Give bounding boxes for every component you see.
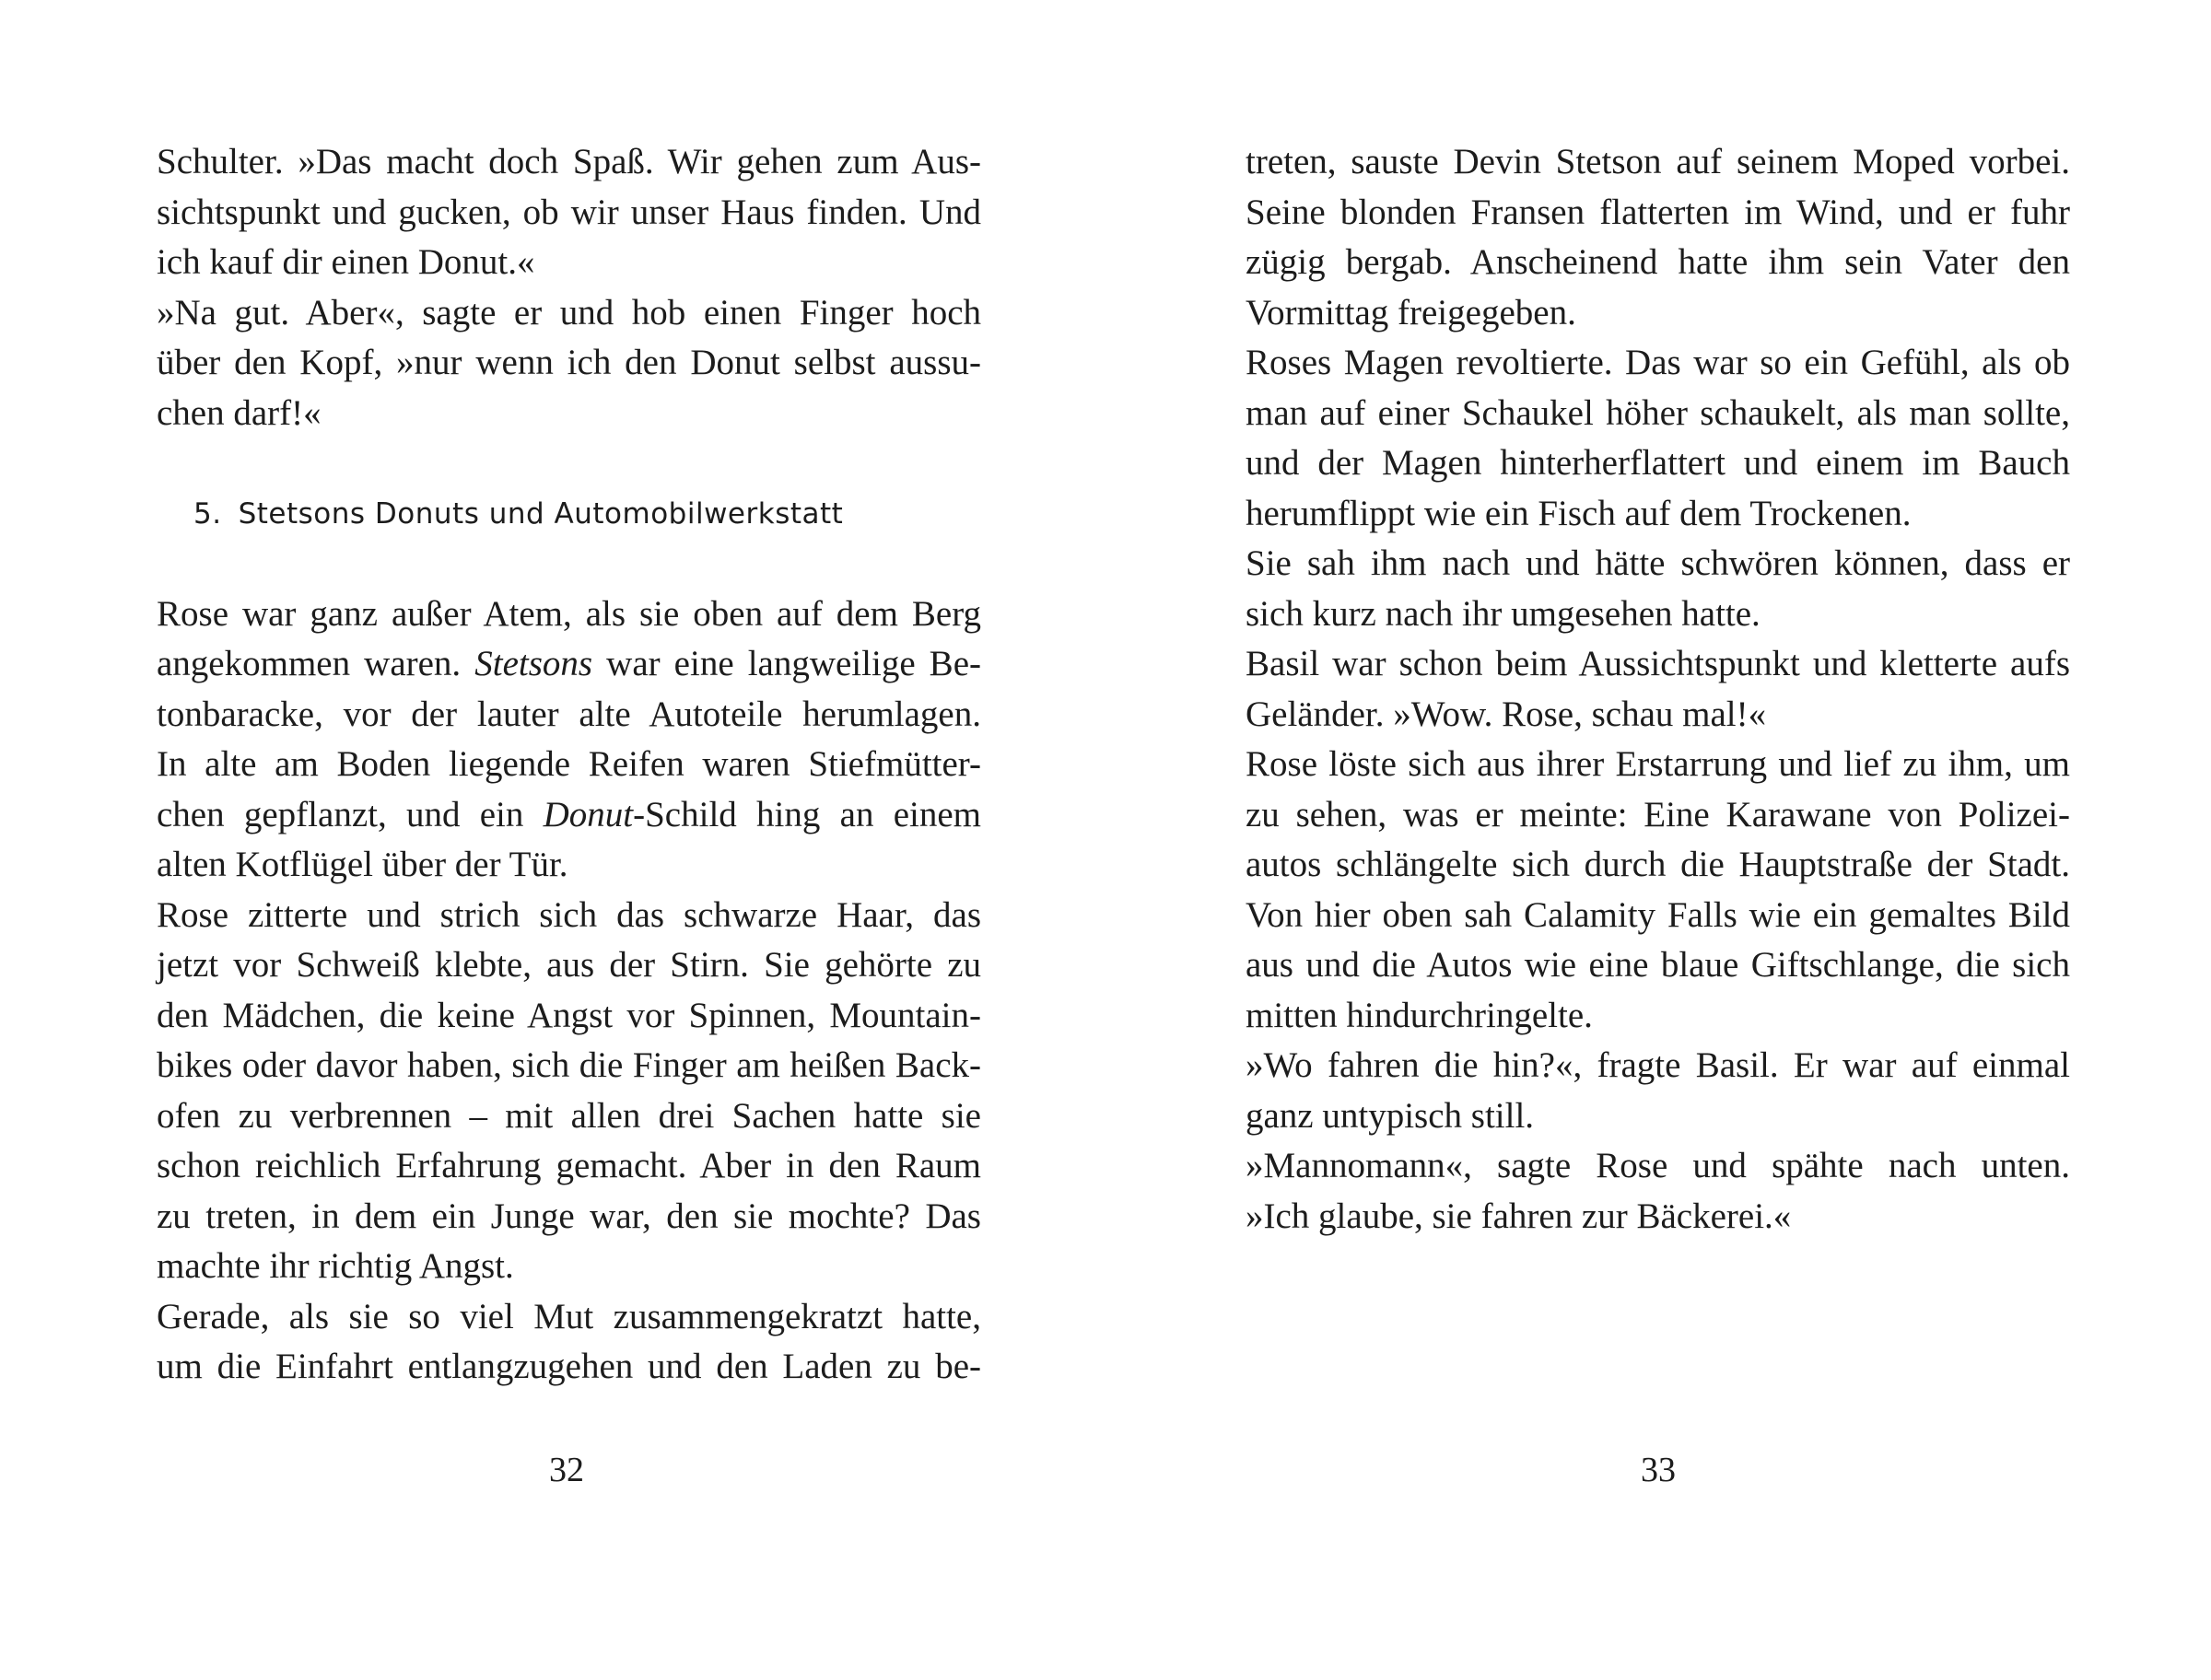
chapter-number: 5. [193, 496, 222, 531]
chapter-title: Stetsons Donuts und Automobilwerkstatt [238, 496, 844, 531]
text-line: sichtspunkt und gucken, ob wir unser Haus finden. Und [157, 192, 981, 232]
text-line: den Mädchen, die keine Angst vor Spinnen, Mountain- [157, 995, 981, 1035]
text-line: Sie sah ihm nach und hätte schwören können, dass er [1246, 543, 2070, 583]
text-line: mitten hindurchringelte. [1246, 995, 1593, 1035]
text-line: über den Kopf, »nur wenn ich den Donut selbst aussu- [157, 343, 981, 382]
text-segment: chen gepflanzt, und ein [157, 794, 544, 834]
text-line: Vormittag freigegeben. [1246, 292, 1576, 332]
text-line: sich kurz nach ihr umgesehen hatte. [1246, 593, 1761, 634]
right-page [1106, 0, 2211, 1680]
text-line: Rose löste sich aus ihrer Erstarrung und lief zu ihm, um [1246, 744, 2070, 784]
text-line: Schulter. »Das macht doch Spaß. Wir gehen zum Aus- [157, 142, 981, 181]
text-line: ganz untypisch still. [1246, 1095, 1535, 1136]
blank-line [157, 438, 981, 489]
text-line: Roses Magen revoltierte. Das war so ein Gefühl, als ob [1246, 343, 2070, 382]
text-line: »Wo fahren die hin?«, fragte Basil. Er war auf einmal [1246, 1045, 2070, 1085]
text-line: bikes oder davor haben, sich die Finger am heißen Back- [157, 1045, 981, 1085]
italic-segment: Donut [543, 794, 634, 834]
text-line: Geländer. »Wow. Rose, schau mal!« [1246, 694, 1767, 734]
text-line: zu sehen, was er meinte: Eine Karawane von Polizei- [1246, 794, 2070, 834]
text-line: zu treten, in dem ein Junge war, den sie mochte? Das [157, 1196, 981, 1236]
text-line: Von hier oben sah Calamity Falls wie ein gemaltes Bild [1246, 894, 2070, 935]
text-line: schon reichlich Erfahrung gemacht. Aber in den Raum [157, 1146, 981, 1185]
text-line: machte ihr richtig Angst. [157, 1246, 514, 1286]
text-line: Gerade, als sie so viel Mut zusammengekratzt hatte, [157, 1296, 981, 1336]
text-line: autos schlängelte sich durch die Hauptstraße der Stadt. [1246, 845, 2070, 884]
text-line [157, 639, 981, 690]
text-segment: war eine langweilige Be- [592, 644, 981, 683]
text-line: um die Einfahrt entlangzugehen und den Laden zu be- [157, 1347, 981, 1386]
text-line: Basil war schon beim Aussichtspunkt und kletterte aufs [1246, 644, 2070, 683]
text-line: und der Magen hinterherflattert und einem im Bauch [1246, 443, 2070, 483]
blank-line [157, 539, 981, 589]
text-line: »Na gut. Aber«, sagte er und hob einen Finger hoch [157, 292, 981, 332]
text-line: tonbaracke, vor der lauter alte Autoteile herumlagen. [157, 694, 981, 734]
text-line: »Mannomann«, sagte Rose und spähte nach unten. [1246, 1146, 2070, 1185]
page-number: 32 [549, 1451, 584, 1489]
text-line: ich kauf dir einen Donut.« [157, 242, 535, 282]
text-line: jetzt vor Schweiß klebte, aus der Stirn. Sie gehörte zu [157, 945, 981, 985]
text-line: Rose zitterte und strich sich das schwarze Haar, das [157, 894, 981, 935]
text-line: herumflippt wie ein Fisch auf dem Trockenen. [1246, 493, 1912, 533]
right-page-text [1246, 137, 2070, 1242]
text-line: alten Kotflügel über der Tür. [157, 845, 568, 884]
text-line: man auf einer Schaukel höher schaukelt, als man sollte, [1246, 392, 2070, 433]
text-line: zügig bergab. Anscheinend hatte ihm sein Vater den [1246, 242, 2070, 282]
chapter-heading [157, 489, 981, 540]
text-segment: angekommen waren. [157, 644, 475, 683]
text-line: aus und die Autos wie eine blaue Giftschlange, die sich [1246, 945, 2070, 985]
text-segment: -Schild hing an einem [633, 794, 981, 834]
text-line: ofen zu verbrennen – mit allen drei Sachen hatte sie [157, 1095, 981, 1136]
page-number: 33 [1641, 1451, 1676, 1489]
text-line: chen darf!« [157, 392, 322, 433]
text-line [157, 790, 981, 841]
text-line: In alte am Boden liegende Reifen waren Stiefmütter- [157, 744, 981, 784]
italic-segment: Stetsons [474, 644, 593, 683]
text-line: Rose war ganz außer Atem, als sie oben auf dem Berg [157, 593, 981, 634]
left-page-text [157, 137, 981, 1393]
text-line: »Ich glaube, sie fahren zur Bäckerei.« [1246, 1196, 1792, 1236]
text-line: Seine blonden Fransen flatterten im Wind, und er fuhr [1246, 192, 2070, 232]
text-line: treten, sauste Devin Stetson auf seinem Moped vorbei. [1246, 142, 2070, 181]
